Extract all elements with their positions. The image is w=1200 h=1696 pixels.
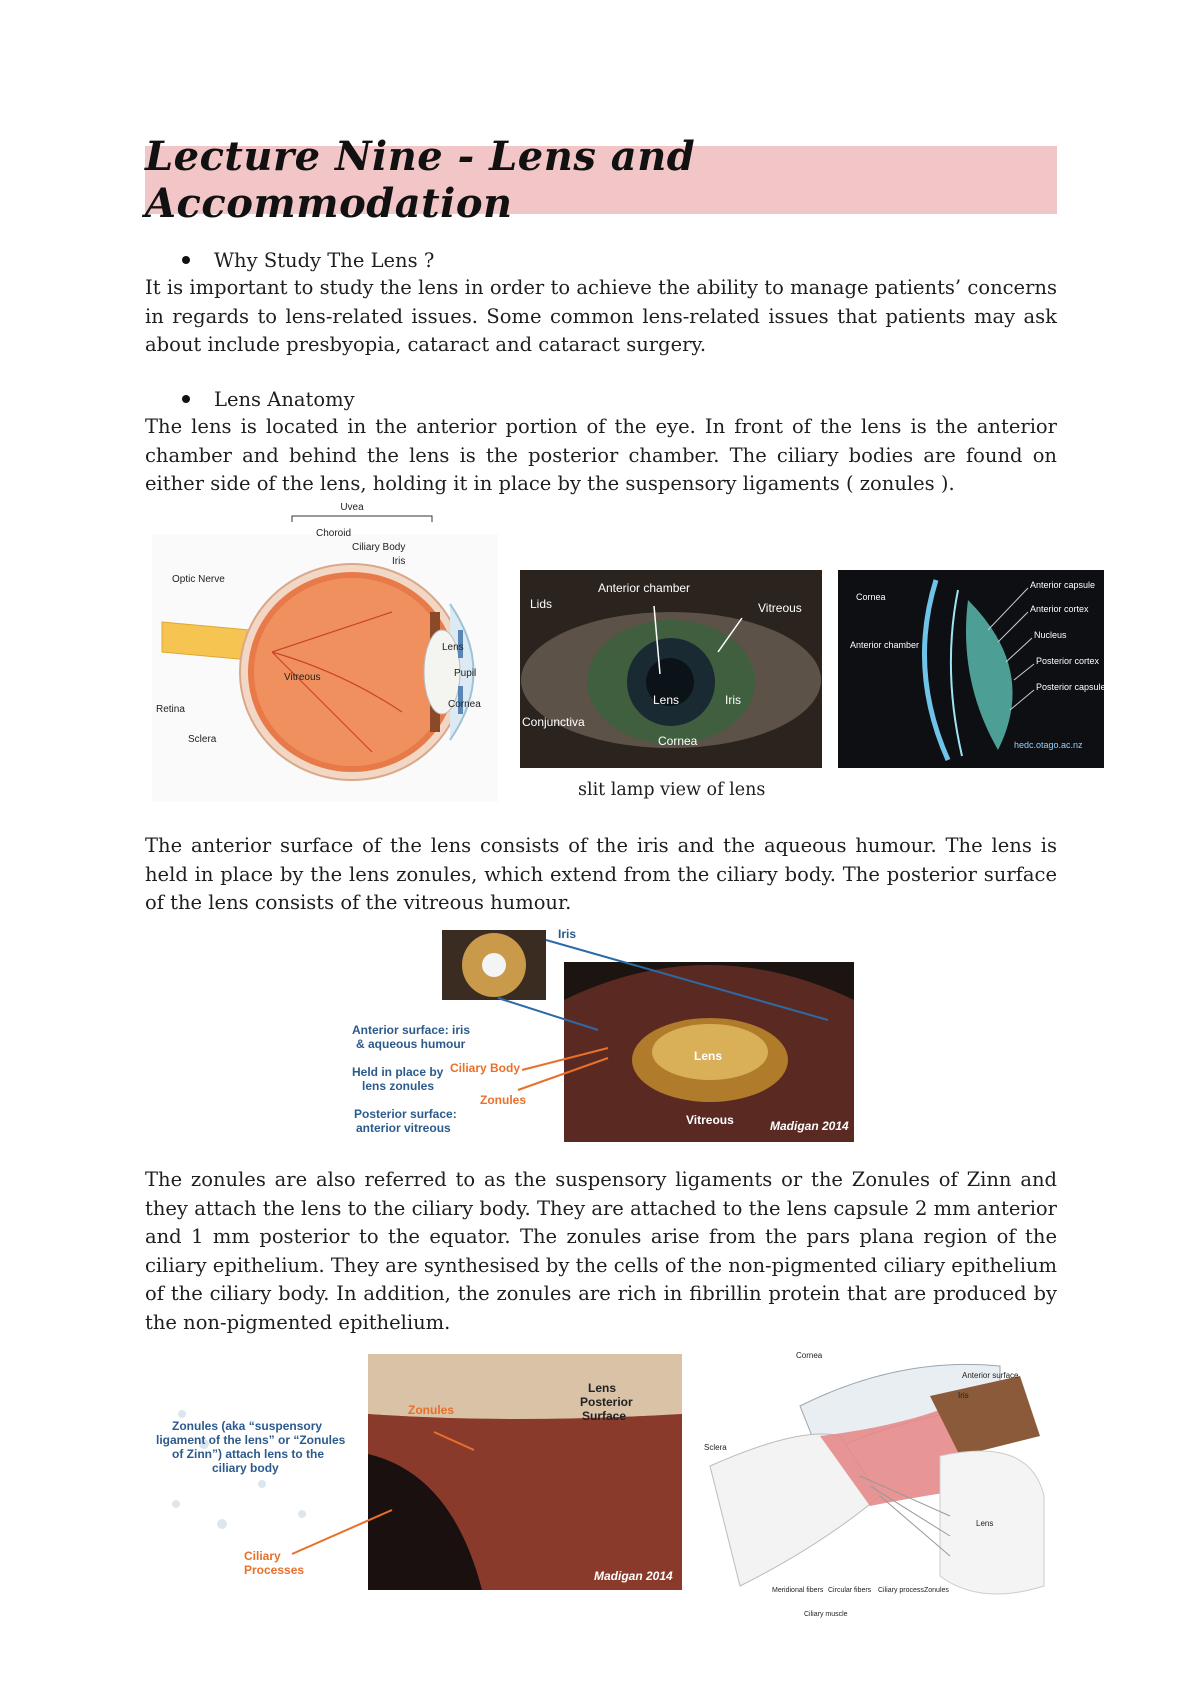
label-posterior-surface: Posterior surface:: [354, 1107, 457, 1121]
label-anterior-capsule: Anterior capsule: [1030, 580, 1096, 590]
label-lens: Lens: [442, 642, 464, 653]
paragraph-lens-anatomy: The lens is located in the anterior portion of the eye. In front of the lens is the anterior chamber and behind the lens is the posterior chamber. The ciliary bodies are found on either side of the lens, holding it in place by the suspensory ligaments ( zonules ).: [145, 415, 1057, 495]
label-cornea: Cornea: [448, 699, 481, 710]
label-optic-nerve: Optic Nerve: [172, 574, 225, 585]
label-ciliary-processes-1: Ciliary: [244, 1549, 281, 1563]
label-held-in-place: Held in place by: [352, 1065, 444, 1079]
lens-surfaces-figure: [338, 920, 858, 1142]
bullet-icon: [182, 395, 190, 403]
label-anterior-surface-2: & aqueous humour: [356, 1037, 466, 1051]
label-choroid: Choroid: [316, 528, 352, 539]
label-ciliary-body: Ciliary Body: [352, 542, 406, 553]
label-lens: Lens: [653, 693, 680, 707]
label-iris: Iris: [392, 556, 406, 567]
label-lens: Lens: [694, 1049, 723, 1063]
paragraph-zonules: The zonules are also referred to as the suspensory ligaments or the Zonules of Zinn and they attach the lens to the ciliary body. They are attached to the lens capsule 2 mm anterior and 1 mm posterior to the equator. The zonules arise from the pars plana region of the ciliary epithelium. They are synthesised by the cells of the non-pigmented ciliary epithelium of the ciliary body. In addition, the zonules are rich in fibrillin protein that are produced by the non-pigmented epithelium.: [145, 1168, 1057, 1334]
label-anterior-cortex: Anterior cortex: [1030, 604, 1089, 614]
label-ciliary-muscle: Ciliary muscle: [804, 1611, 848, 1618]
heading-lens-anatomy: Lens Anatomy: [214, 388, 355, 411]
label-credit: Madigan 2014: [594, 1569, 673, 1583]
caption-slit-lamp: slit lamp view of lens: [578, 780, 766, 800]
paragraph-lens-surfaces: The anterior surface of the lens consists of the iris and the aqueous humour. The lens is held in place by the lens zonules, which extend from the ciliary body. The posterior surface of the lens consists of the vitreous humour.: [145, 834, 1057, 914]
eye-anatomy-diagram: [152, 502, 498, 802]
label-zonules: Zonules: [924, 1587, 949, 1594]
label-desc-4: ciliary body: [212, 1461, 279, 1475]
bullet-why-study: [182, 247, 434, 275]
label-ciliary-processes-2: Processes: [244, 1563, 305, 1577]
label-desc-2: ligament of the lens” or “Zonules: [156, 1433, 346, 1447]
eye-photo: [520, 570, 822, 768]
label-cornea: Cornea: [796, 1351, 823, 1360]
label-pupil: Pupil: [454, 668, 477, 679]
label-conjunctiva: Conjunctiva: [522, 715, 585, 729]
label-source: hedc.otago.ac.nz: [1014, 740, 1083, 750]
label-iris: Iris: [725, 693, 741, 707]
label-uvea: Uvea: [340, 502, 364, 513]
label-iris: Iris: [958, 1391, 969, 1400]
label-posterior-cortex: Posterior cortex: [1036, 656, 1100, 666]
zonules-photo-figure: [152, 1354, 682, 1590]
label-cornea: Cornea: [658, 734, 698, 748]
label-circular: Circular fibers: [828, 1587, 872, 1594]
label-lens: Lens: [976, 1519, 994, 1528]
label-anterior-chamber: Anterior chamber: [850, 640, 920, 650]
label-posterior-capsule: Posterior capsule: [1036, 682, 1106, 692]
label-lens-posterior-2: Posterior: [580, 1395, 633, 1409]
label-zonules: Zonules: [408, 1403, 455, 1417]
bullet-icon: [182, 256, 190, 264]
label-posterior-surface-2: anterior vitreous: [356, 1121, 451, 1135]
label-ciliary-process: Ciliary process: [878, 1587, 924, 1594]
label-vitreous: Vitreous: [284, 672, 321, 683]
label-cornea: Cornea: [856, 592, 886, 602]
label-anterior-surface: Anterior surface: [962, 1371, 1019, 1380]
label-sclera: Sclera: [188, 734, 217, 745]
label-ciliary-body: Ciliary Body: [450, 1061, 521, 1075]
ciliary-muscle-diagram: [700, 1346, 1044, 1622]
label-vitreous: Vitreous: [758, 601, 802, 615]
label-anterior-chamber: Anterior chamber: [598, 581, 691, 595]
heading-why-study: Why Study The Lens ?: [214, 249, 435, 272]
page-title: Lecture Nine - Lens and Accommodation: [145, 133, 696, 227]
label-lens-posterior-3: Surface: [582, 1409, 627, 1423]
label-vitreous: Vitreous: [686, 1113, 734, 1127]
bullet-lens-anatomy: [182, 386, 355, 414]
slit-lamp-photo: [838, 570, 1104, 768]
label-credit: Madigan 2014: [770, 1119, 849, 1133]
label-meridional: Meridional fibers: [772, 1587, 824, 1594]
label-desc-1: Zonules (aka “suspensory: [172, 1419, 323, 1433]
label-sclera: Sclera: [704, 1443, 727, 1452]
label-held-in-place-2: lens zonules: [362, 1079, 435, 1093]
label-lids: Lids: [530, 597, 553, 611]
label-nucleus: Nucleus: [1034, 630, 1067, 640]
label-anterior-surface: Anterior surface: iris: [352, 1023, 471, 1037]
label-iris: Iris: [558, 927, 577, 941]
label-desc-3: of Zinn”) attach lens to the: [172, 1447, 324, 1461]
paragraph-why-study: It is important to study the lens in order to achieve the ability to manage patients’ concerns in regards to lens-related issues. Some common lens-related issues that patients may ask about include presbyopia, cataract and cataract surgery.: [145, 276, 1057, 356]
label-lens-posterior-1: Lens: [588, 1381, 617, 1395]
label-retina: Retina: [156, 704, 185, 715]
label-zonules: Zonules: [480, 1093, 527, 1107]
